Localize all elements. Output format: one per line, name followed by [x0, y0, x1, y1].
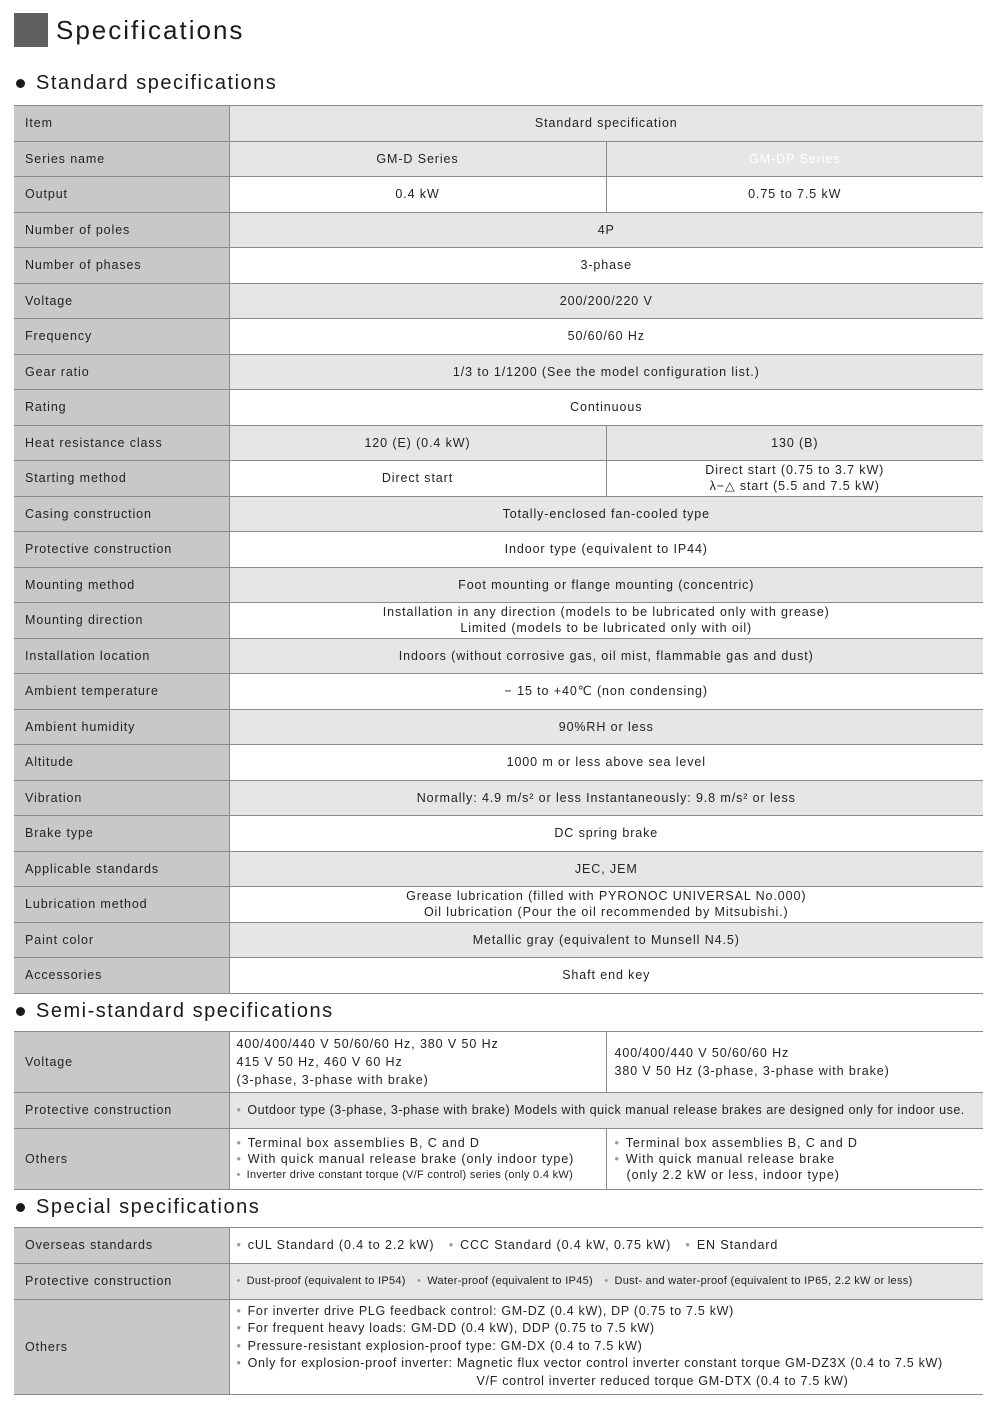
semi-spec-table	[14, 1031, 983, 1190]
row-value-line: Oil lubrication (Pour the oil recommended by Mitsubishi.)	[423, 905, 789, 920]
row-value: 120 (E) (0.4 kW)	[229, 425, 606, 461]
row-value-line: Grease lubrication (filled with PYRONOC UNIVERSAL No.000)	[406, 889, 807, 904]
table-row	[14, 177, 983, 213]
bullet-icon: •	[604, 1275, 609, 1287]
table-row	[14, 603, 983, 639]
section-standard-heading	[14, 70, 983, 96]
bullet-icon: •	[236, 1321, 242, 1336]
row-label: Number of phases	[14, 248, 229, 284]
bullet-icon	[16, 79, 25, 88]
table-row	[14, 674, 983, 710]
table-row	[14, 1128, 983, 1189]
row-label: Item	[14, 106, 229, 142]
table-row	[14, 390, 983, 426]
row-label: Protective construction	[14, 532, 229, 568]
row-value	[229, 1227, 983, 1263]
row-value	[229, 1092, 983, 1128]
table-row	[14, 532, 983, 568]
row-value: 0.75 to 7.5 kW	[606, 177, 983, 213]
row-label: Series name	[14, 141, 229, 177]
table-row	[14, 958, 983, 994]
row-value	[229, 603, 983, 639]
row-value: Continuous	[229, 390, 983, 426]
row-value: 200/200/220 V	[229, 283, 983, 319]
row-value-line: 415 V 50 Hz, 460 V 60 Hz	[236, 1054, 403, 1069]
bullet-icon: •	[236, 1338, 242, 1353]
row-label: Ambient temperature	[14, 674, 229, 710]
page-title: Specifications	[56, 14, 245, 45]
row-value	[606, 1031, 983, 1092]
section-semi-title: Semi-standard specifications	[36, 1000, 334, 1022]
row-value: JEC, JEM	[229, 851, 983, 887]
bullet-icon: •	[614, 1151, 620, 1166]
row-label: Protective construction	[14, 1092, 229, 1128]
table-row	[14, 1299, 983, 1394]
table-row	[14, 425, 983, 461]
row-value: 90%RH or less	[229, 709, 983, 745]
table-row	[14, 1227, 983, 1263]
row-label: Mounting direction	[14, 603, 229, 639]
row-value: 50/60/60 Hz	[229, 319, 983, 355]
table-row	[14, 1263, 983, 1299]
row-label: Others	[14, 1128, 229, 1189]
bullet-icon: •	[236, 1303, 242, 1318]
row-value	[229, 887, 983, 923]
table-row	[14, 1092, 983, 1128]
table-row	[14, 816, 983, 852]
list-item-text: Terminal box assemblies B, C and D	[247, 1135, 480, 1150]
table-row	[14, 887, 983, 923]
row-value: Normally: 4.9 m/s² or less Instantaneously: 9.8 m/s² or less	[229, 780, 983, 816]
row-value: Indoor type (equivalent to IP44)	[229, 532, 983, 568]
list-item	[237, 1355, 984, 1373]
row-label: Lubrication method	[14, 887, 229, 923]
row-value: 130 (B)	[606, 425, 983, 461]
section-special-heading	[14, 1195, 983, 1221]
list-item	[615, 1135, 984, 1151]
row-value: Totally-enclosed fan-cooled type	[229, 496, 983, 532]
row-label: Accessories	[14, 958, 229, 994]
bullet-icon: •	[417, 1275, 422, 1287]
list-item	[237, 1167, 606, 1183]
row-label: Brake type	[14, 816, 229, 852]
table-row	[14, 745, 983, 781]
row-label: Protective construction	[14, 1263, 229, 1299]
row-value: 4P	[229, 212, 983, 248]
row-value-line: Installation in any direction (models to be lubricated only with grease)	[382, 605, 830, 620]
row-value: DC spring brake	[229, 816, 983, 852]
row-label: Number of poles	[14, 212, 229, 248]
row-label: Starting method	[14, 461, 229, 497]
row-value	[229, 1128, 606, 1189]
table-row	[14, 141, 983, 177]
row-value	[229, 1299, 983, 1394]
bullet-icon: •	[614, 1135, 620, 1150]
list-item-text: For inverter drive PLG feedback control: GM-DZ (0.4 kW), DP (0.75 to 7.5 kW)	[247, 1303, 735, 1318]
list-item-text: With quick manual release brake	[625, 1151, 836, 1166]
row-label: Ambient humidity	[14, 709, 229, 745]
series-gm-dp: GM-DP Series	[606, 141, 983, 177]
list-item-text: Dust- and water-proof (equivalent to IP65, 2.2 kW or less)	[614, 1275, 913, 1287]
table-row	[14, 851, 983, 887]
row-label: Overseas standards	[14, 1227, 229, 1263]
table-row	[14, 780, 983, 816]
special-spec-table	[14, 1227, 983, 1395]
bullet-icon	[16, 1203, 25, 1212]
row-value: Metallic gray (equivalent to Munsell N4.5)	[229, 922, 983, 958]
row-value: 1/3 to 1/1200 (See the model configuration list.)	[229, 354, 983, 390]
list-item	[237, 1303, 984, 1321]
list-item-text: cUL Standard (0.4 to 2.2 kW)	[247, 1238, 435, 1252]
table-row	[14, 922, 983, 958]
bullet-icon: •	[236, 1168, 241, 1181]
row-label: Applicable standards	[14, 851, 229, 887]
bullet-icon: •	[448, 1238, 455, 1252]
section-special-title: Special specifications	[36, 1196, 261, 1218]
list-item	[237, 1338, 984, 1356]
row-value: 1000 m or less above sea level	[229, 745, 983, 781]
row-label: Installation location	[14, 638, 229, 674]
table-row	[14, 638, 983, 674]
section-standard-title: Standard specifications	[36, 71, 278, 94]
row-value	[606, 1128, 983, 1189]
row-label: Vibration	[14, 780, 229, 816]
list-item	[237, 1151, 606, 1167]
row-value	[606, 461, 983, 497]
bullet-icon: •	[236, 1151, 242, 1166]
row-label: Frequency	[14, 319, 229, 355]
row-value: − 15 to +40℃ (non condensing)	[229, 674, 983, 710]
table-row	[14, 567, 983, 603]
bullet-icon: •	[236, 1356, 242, 1371]
row-label: Heat resistance class	[14, 425, 229, 461]
row-label: Mounting method	[14, 567, 229, 603]
row-value: 3-phase	[229, 248, 983, 284]
table-row	[14, 1031, 983, 1092]
row-value: Shaft end key	[229, 958, 983, 994]
row-value-line: Limited (models to be lubricated only with oil)	[460, 621, 753, 636]
bullet-icon: •	[236, 1275, 241, 1287]
row-value: 0.4 kW	[229, 177, 606, 213]
row-label: Voltage	[14, 283, 229, 319]
list-item-text: EN Standard	[696, 1238, 779, 1252]
row-value: Direct start	[229, 461, 606, 497]
list-item-text: CCC Standard (0.4 kW, 0.75 kW)	[460, 1238, 672, 1252]
table-row	[14, 354, 983, 390]
list-item	[615, 1151, 984, 1167]
row-label: Others	[14, 1299, 229, 1394]
table-row	[14, 212, 983, 248]
title-square-icon	[14, 13, 48, 47]
row-value-line: 400/400/440 V 50/60/60 Hz	[614, 1045, 790, 1060]
list-item-text: Inverter drive constant torque (V/F control) series (only 0.4 kW)	[246, 1168, 574, 1181]
list-item-text: Dust-proof (equivalent to IP54)	[246, 1275, 406, 1287]
bullet-icon: •	[685, 1238, 691, 1252]
series-gm-d: GM-D Series	[229, 141, 606, 177]
row-value-line: Direct start (0.75 to 3.7 kW)	[705, 463, 885, 478]
section-semi-heading	[14, 999, 983, 1025]
table-row	[14, 709, 983, 745]
list-item-continuation: (only 2.2 kW or less, indoor type)	[626, 1167, 840, 1182]
table-row	[14, 248, 983, 284]
row-value-line: 380 V 50 Hz (3-phase, 3-phase with brake)	[614, 1063, 890, 1078]
row-label: Rating	[14, 390, 229, 426]
spec-header: Standard specification	[229, 106, 983, 142]
row-value-line: λ−△ start (5.5 and 7.5 kW)	[709, 479, 880, 494]
list-item-text: Terminal box assemblies B, C and D	[625, 1135, 858, 1150]
row-value	[229, 1263, 983, 1299]
row-label: Paint color	[14, 922, 229, 958]
table-row	[14, 461, 983, 497]
row-value-line: 400/400/440 V 50/60/60 Hz, 380 V 50 Hz	[236, 1036, 499, 1051]
list-item-text: With quick manual release brake (only indoor type)	[247, 1151, 575, 1166]
table-row	[14, 283, 983, 319]
page-title-row	[14, 12, 983, 48]
row-value-line: (3-phase, 3-phase with brake)	[236, 1072, 429, 1087]
list-item	[237, 1320, 984, 1338]
row-value-text: Outdoor type (3-phase, 3-phase with brake) Models with quick manual release brakes are designed only for indoor use.	[247, 1103, 965, 1117]
bullet-icon	[16, 1007, 25, 1016]
row-label: Voltage	[14, 1031, 229, 1092]
standard-spec-table	[14, 105, 983, 994]
table-row	[14, 319, 983, 355]
list-item-continuation: V/F control inverter reduced torque GM-DTX (0.4 to 7.5 kW)	[476, 1373, 849, 1388]
row-value	[229, 1031, 606, 1092]
bullet-icon: •	[236, 1103, 242, 1117]
row-label: Gear ratio	[14, 354, 229, 390]
list-item-text: Pressure-resistant explosion-proof type: GM-DX (0.4 to 7.5 kW)	[247, 1338, 643, 1353]
table-row	[14, 106, 983, 142]
list-item-text: Only for explosion-proof inverter: Magnetic flux vector control inverter constant torque GM-DZ3X (0.4 to 7.5 kW)	[247, 1356, 943, 1371]
bullet-icon: •	[236, 1238, 242, 1252]
row-value: Indoors (without corrosive gas, oil mist, flammable gas and dust)	[229, 638, 983, 674]
bullet-icon: •	[236, 1135, 242, 1150]
row-label: Output	[14, 177, 229, 213]
row-label: Casing construction	[14, 496, 229, 532]
table-row	[14, 496, 983, 532]
list-item-text: For frequent heavy loads: GM-DD (0.4 kW), DDP (0.75 to 7.5 kW)	[247, 1321, 655, 1336]
row-label: Altitude	[14, 745, 229, 781]
list-item-text: Water-proof (equivalent to IP45)	[427, 1275, 593, 1287]
list-item	[237, 1135, 606, 1151]
row-value: Foot mounting or flange mounting (concentric)	[229, 567, 983, 603]
